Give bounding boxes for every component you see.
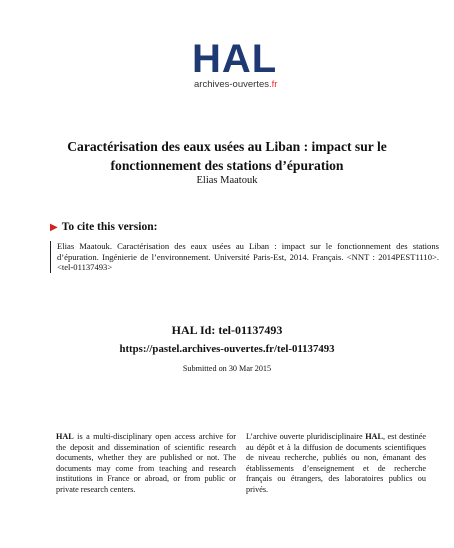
hal-description-fr xyxy=(246,432,426,496)
hal-logo xyxy=(192,38,288,96)
hal-url-link[interactable]: https://pastel.archives-ouvertes.fr/tel-01137493 xyxy=(119,343,335,355)
hal-label-fr: HAL xyxy=(365,432,383,441)
logo-sub-tld: .fr xyxy=(268,79,278,90)
logo-sub-main: archives-ouvertes xyxy=(194,79,269,90)
description-fr-lead: L’archive ouverte pluridisciplinaire xyxy=(246,432,366,441)
cite-heading xyxy=(50,221,157,233)
description-en-body: is a multi-disciplinary open access archive for the deposit and dissemination of scientific research documents, whether they are published or not. The documents may come from teaching and research institutions in France or abroad, or from public or private research centers. xyxy=(56,432,236,494)
cite-heading-label: To cite this version: xyxy=(61,221,158,233)
document-title: Caractérisation des eaux usées au Liban : impact sur le fonctionnement des stations d’épuration xyxy=(67,139,387,173)
hal-id: HAL Id: tel-01137493 xyxy=(171,323,283,337)
hal-logo-wordmark: HAL xyxy=(192,37,278,81)
citation-text: Elias Maatouk. Caractérisation des eaux usées au Liban : impact sur le fonctionnement des stations d’épuration. Ingénierie de l’environnement. Université Paris-Est, 2014. Français. <NNT : 2014PEST1110>. <tel-01137493> xyxy=(50,241,439,273)
hal-logo-subtitle xyxy=(194,79,277,90)
hal-label: HAL xyxy=(56,432,74,441)
hal-description-en xyxy=(56,432,236,496)
triangle-right-icon: ▶ xyxy=(50,222,58,233)
submission-date: Submitted on 30 Mar 2015 xyxy=(182,364,272,373)
description-fr-body: , est destinée au dépôt et à la diffusion de documents scientifiques de niveau recherche, publiés ou non, émanant des établissements d’enseignement et de recherche français ou étrangers, des laboratoires publics ou privés. xyxy=(246,432,426,494)
author-name: Elias Maatouk xyxy=(196,175,258,186)
